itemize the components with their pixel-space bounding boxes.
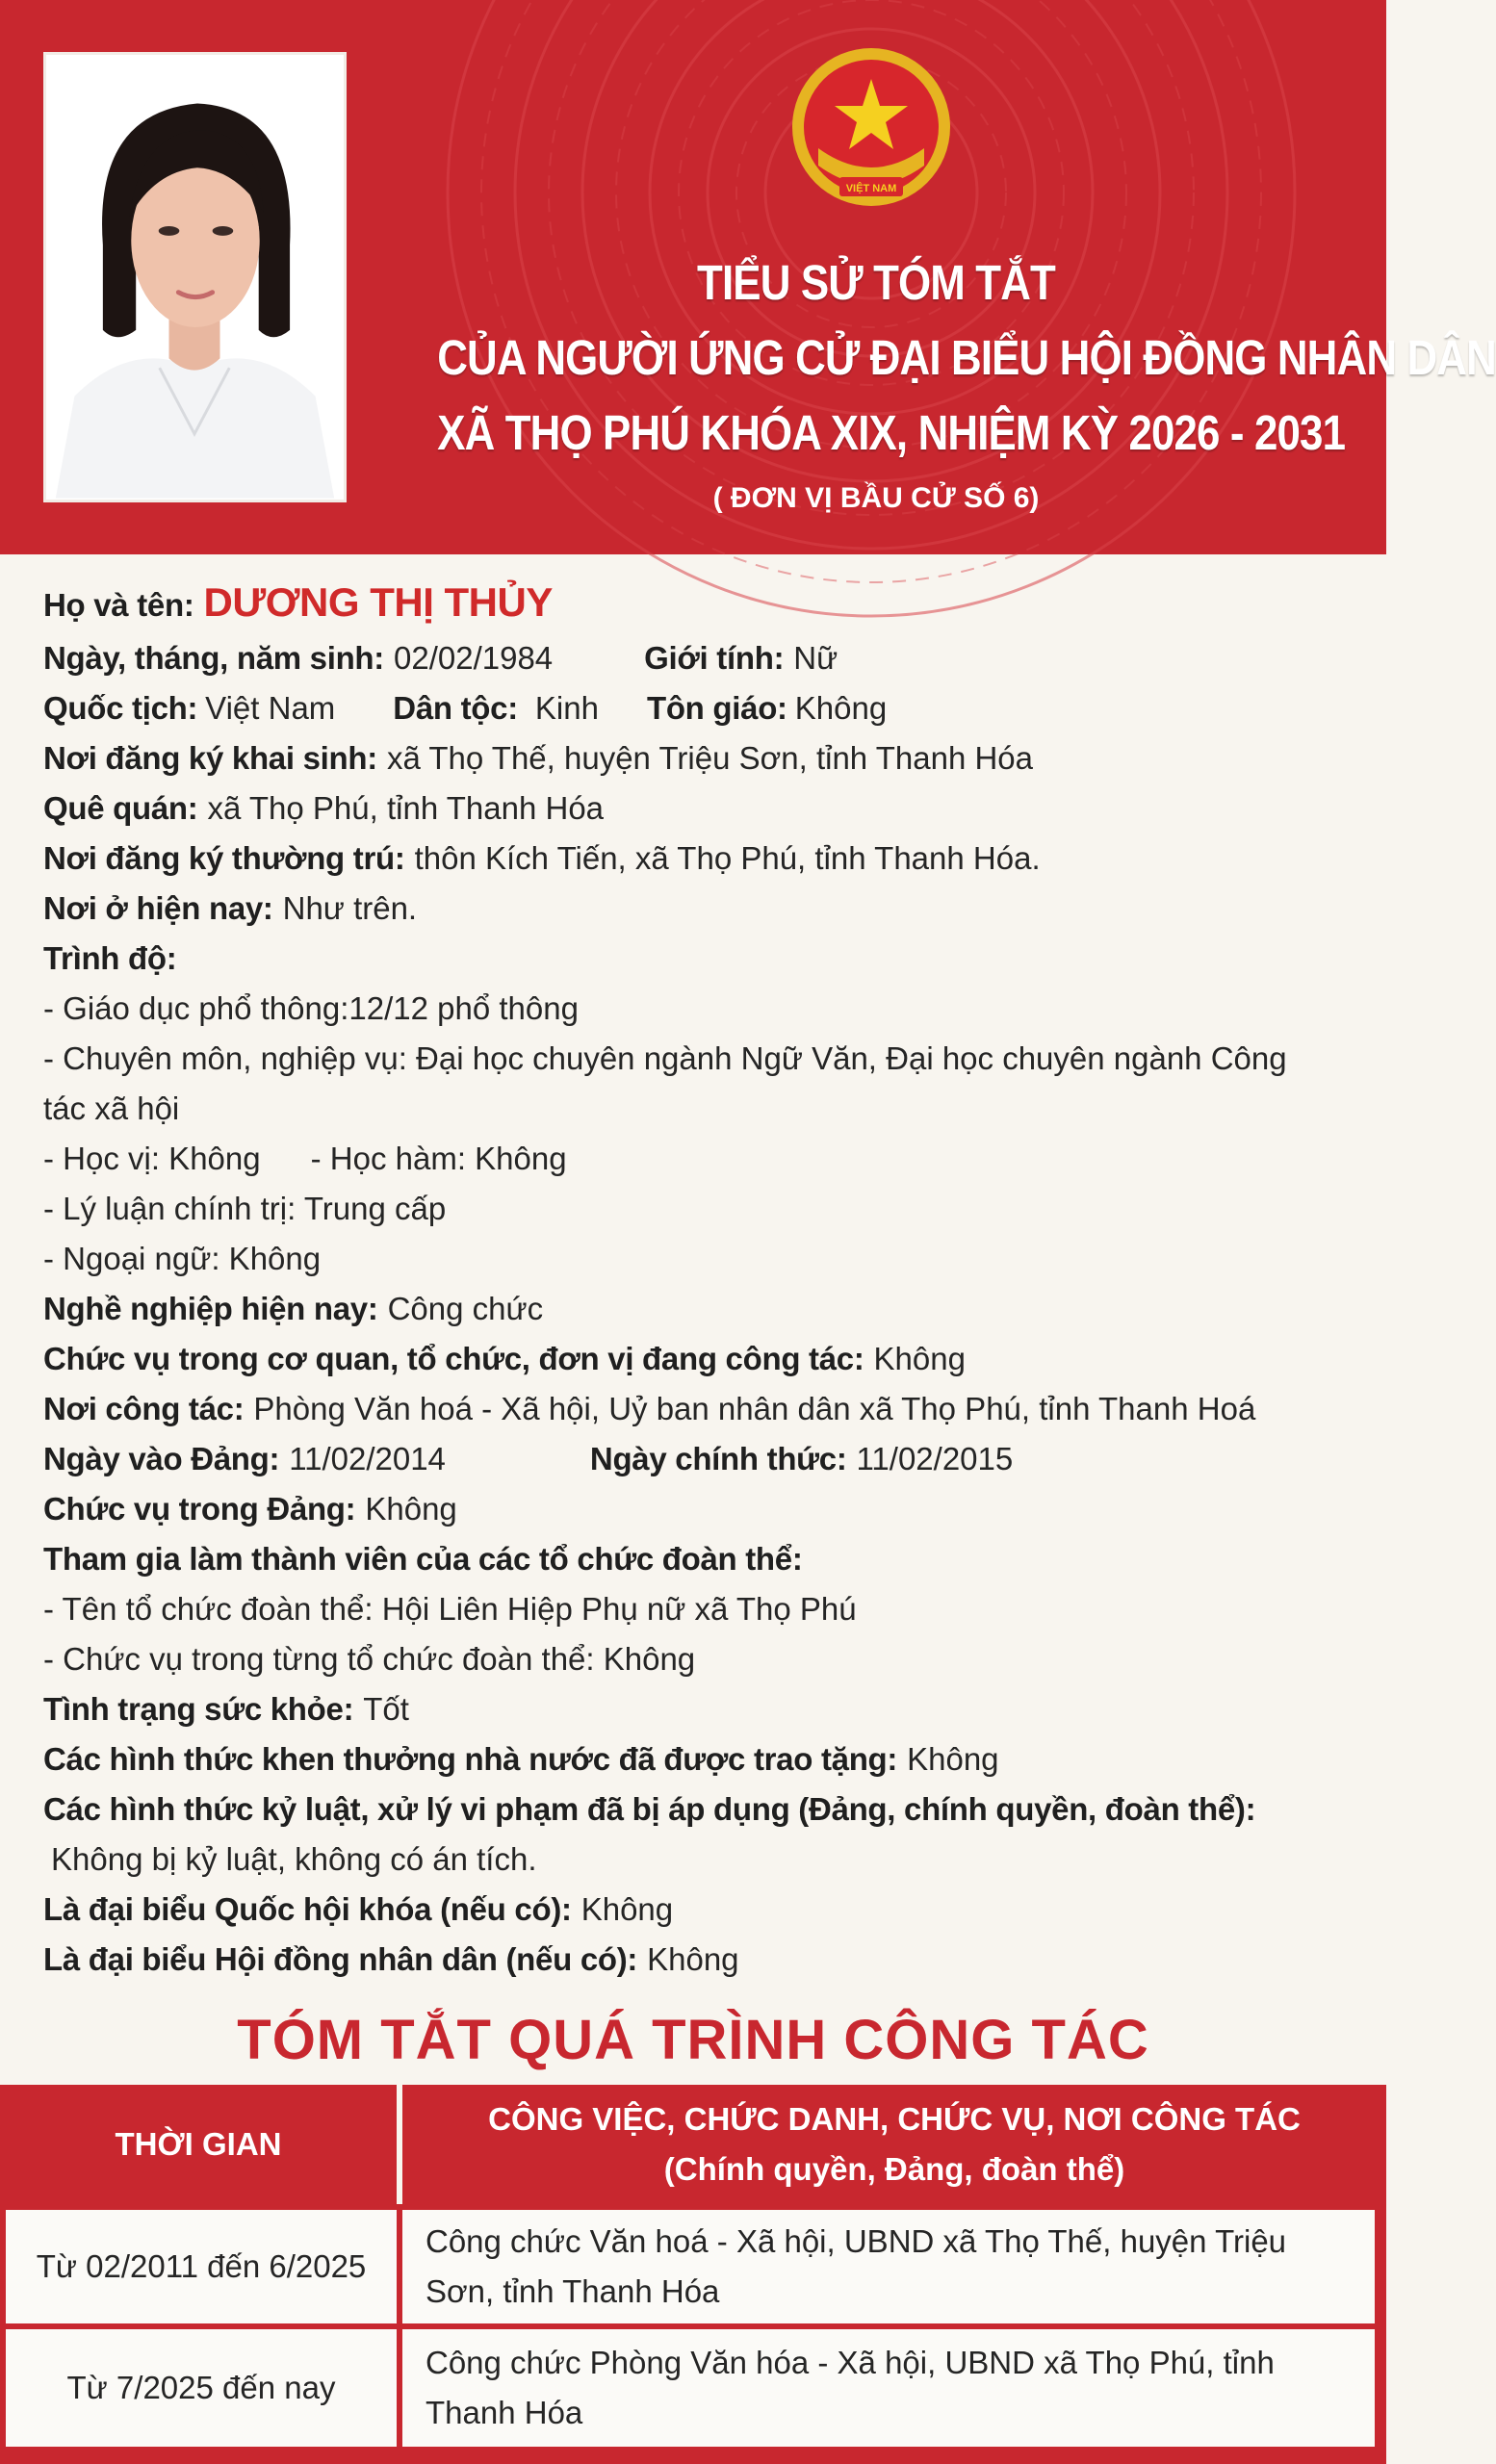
degree-row	[43, 1134, 1353, 1184]
religion-value: Không	[794, 690, 888, 726]
work-history-title: TÓM TẮT QUÁ TRÌNH CÔNG TÁC	[237, 2009, 1149, 2071]
table-row-1-job	[402, 2210, 1375, 2323]
table-row-2-time	[6, 2329, 397, 2447]
party-official-value: 11/02/2015	[856, 1441, 1014, 1476]
discipline-value: Không bị kỷ luật, không có án tích.	[51, 1841, 537, 1877]
table-row-2-job	[402, 2329, 1375, 2447]
svg-text:VIỆT NAM: VIỆT NAM	[845, 183, 897, 194]
residence-row	[43, 834, 1353, 884]
nationality-label: Quốc tịch:	[43, 690, 198, 726]
position-value: Không	[873, 1341, 966, 1376]
membership-label: Tham gia làm thành viên của các tổ chức đoàn thể:	[43, 1541, 803, 1577]
party-dates-row	[43, 1434, 1353, 1484]
political-theory-value: - Lý luận chính trị: Trung cấp	[43, 1191, 447, 1226]
discipline-row	[43, 1784, 1343, 1885]
current-address-row	[43, 884, 1353, 934]
title-line-1: TIỂU SỬ TÓM TẮT	[697, 255, 1055, 310]
ethnicity-value: Kinh	[534, 690, 599, 726]
party-position-row	[43, 1484, 1353, 1534]
candidate-name: DƯƠNG THỊ THỦY	[203, 579, 553, 625]
workplace-row	[43, 1384, 1353, 1434]
org-name-row	[43, 1584, 1353, 1634]
academic-title-value: - Học hàm: Không	[310, 1141, 567, 1176]
health-row	[43, 1684, 1353, 1734]
gender-label: Giới tính:	[644, 640, 785, 676]
residence-label: Nơi đăng ký thường trú:	[43, 840, 405, 876]
pc-delegate-label: Là đại biểu Hội đồng nhân dân (nếu có):	[43, 1941, 638, 1977]
pc-delegate-row	[43, 1935, 1353, 1985]
ethnicity-label: Dân tộc:	[393, 690, 518, 726]
education-label: Trình độ:	[43, 940, 177, 976]
candidate-photo	[43, 52, 347, 502]
specialty-row	[43, 1034, 1333, 1134]
workplace-value: Phòng Văn hoá - Xã hội, Uỷ ban nhân dân xã Thọ Phú, tỉnh Thanh Hoá	[253, 1391, 1256, 1426]
portrait-image	[46, 55, 344, 500]
na-delegate-value: Không	[580, 1891, 674, 1927]
party-position-value: Không	[365, 1491, 457, 1527]
political-theory-row	[43, 1184, 1353, 1234]
birth-registration-label: Nơi đăng ký khai sinh:	[43, 740, 377, 776]
title-line-3: XÃ THỌ PHÚ KHÓA XIX, NHIỆM KỲ 2026 - 2031	[437, 405, 1346, 460]
dob-row	[43, 633, 1353, 683]
dob-label: Ngày, tháng, năm sinh:	[43, 640, 384, 676]
header-banner	[0, 0, 1496, 554]
birth-registration-value: xã Thọ Thế, huyện Triệu Sơn, tỉnh Thanh Hóa	[386, 740, 1034, 776]
nationality-row	[43, 683, 1353, 733]
party-position-label: Chức vụ trong Đảng:	[43, 1491, 356, 1527]
name-label: Họ và tên:	[43, 587, 194, 623]
membership-heading-row	[43, 1534, 1353, 1584]
current-address-label: Nơi ở hiện nay:	[43, 890, 273, 926]
pc-delegate-value: Không	[647, 1941, 739, 1977]
occupation-value: Công chức	[387, 1291, 544, 1326]
birth-registration-row	[43, 733, 1353, 783]
org-name-value: - Tên tổ chức đoàn thể: Hội Liên Hiệp Phụ nữ xã Thọ Phú	[43, 1591, 857, 1627]
foreign-language-row	[43, 1234, 1353, 1284]
current-address-value: Như trên.	[282, 890, 418, 926]
title-block	[366, 245, 1496, 523]
general-education-value: - Giáo dục phổ thông:12/12 phổ thông	[43, 990, 579, 1026]
degree-value: - Học vị: Không	[43, 1141, 261, 1176]
awards-value: Không	[907, 1741, 999, 1777]
religion-label: Tôn giáo:	[646, 690, 787, 726]
health-label: Tình trạng sức khỏe:	[43, 1691, 354, 1727]
education-heading-row	[43, 934, 1353, 984]
biography-section	[43, 578, 1353, 1985]
party-official-label: Ngày chính thức:	[589, 1441, 847, 1476]
hometown-row	[43, 783, 1353, 834]
table-row-1-time	[6, 2210, 397, 2323]
na-delegate-row	[43, 1885, 1353, 1935]
electoral-unit-subtitle: ( ĐƠN VỊ BẦU CỬ SỐ 6)	[712, 482, 1040, 514]
column-header-job-line1: CÔNG VIỆC, CHỨC DANH, CHỨC VỤ, NƠI CÔNG TÁC	[488, 2101, 1301, 2137]
title-line-2: CỦA NGƯỜI ỨNG CỬ ĐẠI BIỂU HỘI ĐỒNG NHÂN DÂN	[437, 330, 1496, 385]
work-history-table	[0, 2085, 1386, 2464]
org-position-value: - Chức vụ trong từng tổ chức đoàn thể: Không	[43, 1641, 696, 1677]
hometown-label: Quê quán:	[43, 790, 198, 826]
na-delegate-label: Là đại biểu Quốc hội khóa (nếu có):	[43, 1891, 572, 1927]
org-position-row	[43, 1634, 1353, 1684]
column-header-job	[402, 2085, 1386, 2204]
foreign-language-value: - Ngoại ngữ: Không	[43, 1241, 322, 1276]
specialty-value: - Chuyên môn, nghiệp vụ: Đại học chuyên ngành Ngữ Văn, Đại học chuyên ngành Công tác xã hội	[43, 1040, 1287, 1126]
name-row	[43, 578, 1353, 633]
discipline-label: Các hình thức kỷ luật, xử lý vi phạm đã bị áp dụng (Đảng, chính quyền, đoàn thể):	[43, 1791, 1256, 1827]
general-education-row	[43, 984, 1353, 1034]
occupation-label: Nghề nghiệp hiện nay:	[43, 1291, 378, 1326]
column-header-job-line2: (Chính quyền, Đảng, đoàn thể)	[663, 2151, 1125, 2187]
awards-row	[43, 1734, 1353, 1784]
column-header-time: THỜI GIAN	[115, 2126, 282, 2162]
dob-value: 02/02/1984	[393, 640, 554, 676]
health-value: Tốt	[363, 1691, 409, 1727]
residence-value: thôn Kích Tiến, xã Thọ Phú, tỉnh Thanh Hóa.	[414, 840, 1041, 876]
gender-value: Nữ	[793, 640, 838, 676]
row-2-time-text: Từ 7/2025 đến nay	[66, 2370, 336, 2405]
national-emblem-icon	[780, 42, 963, 216]
occupation-row	[43, 1284, 1353, 1334]
position-label: Chức vụ trong cơ quan, tổ chức, đơn vị đang công tác:	[43, 1341, 864, 1376]
party-join-label: Ngày vào Đảng:	[43, 1441, 280, 1476]
awards-label: Các hình thức khen thưởng nhà nước đã được trao tặng:	[43, 1741, 898, 1777]
row-2-job-text: Công chức Phòng Văn hóa - Xã hội, UBND xã Thọ Phú, tỉnh Thanh Hóa	[426, 2345, 1275, 2430]
party-join-value: 11/02/2014	[289, 1441, 446, 1476]
workplace-label: Nơi công tác:	[43, 1391, 245, 1426]
position-row	[43, 1334, 1353, 1384]
nationality-value: Việt Nam	[205, 690, 336, 726]
hometown-value: xã Thọ Phú, tỉnh Thanh Hóa	[207, 790, 605, 826]
row-1-job-text: Công chức Văn hoá - Xã hội, UBND xã Thọ Thế, huyện Triệu Sơn, tỉnh Thanh Hóa	[426, 2223, 1287, 2309]
row-1-time-text: Từ 02/2011 đến 6/2025	[36, 2248, 367, 2284]
